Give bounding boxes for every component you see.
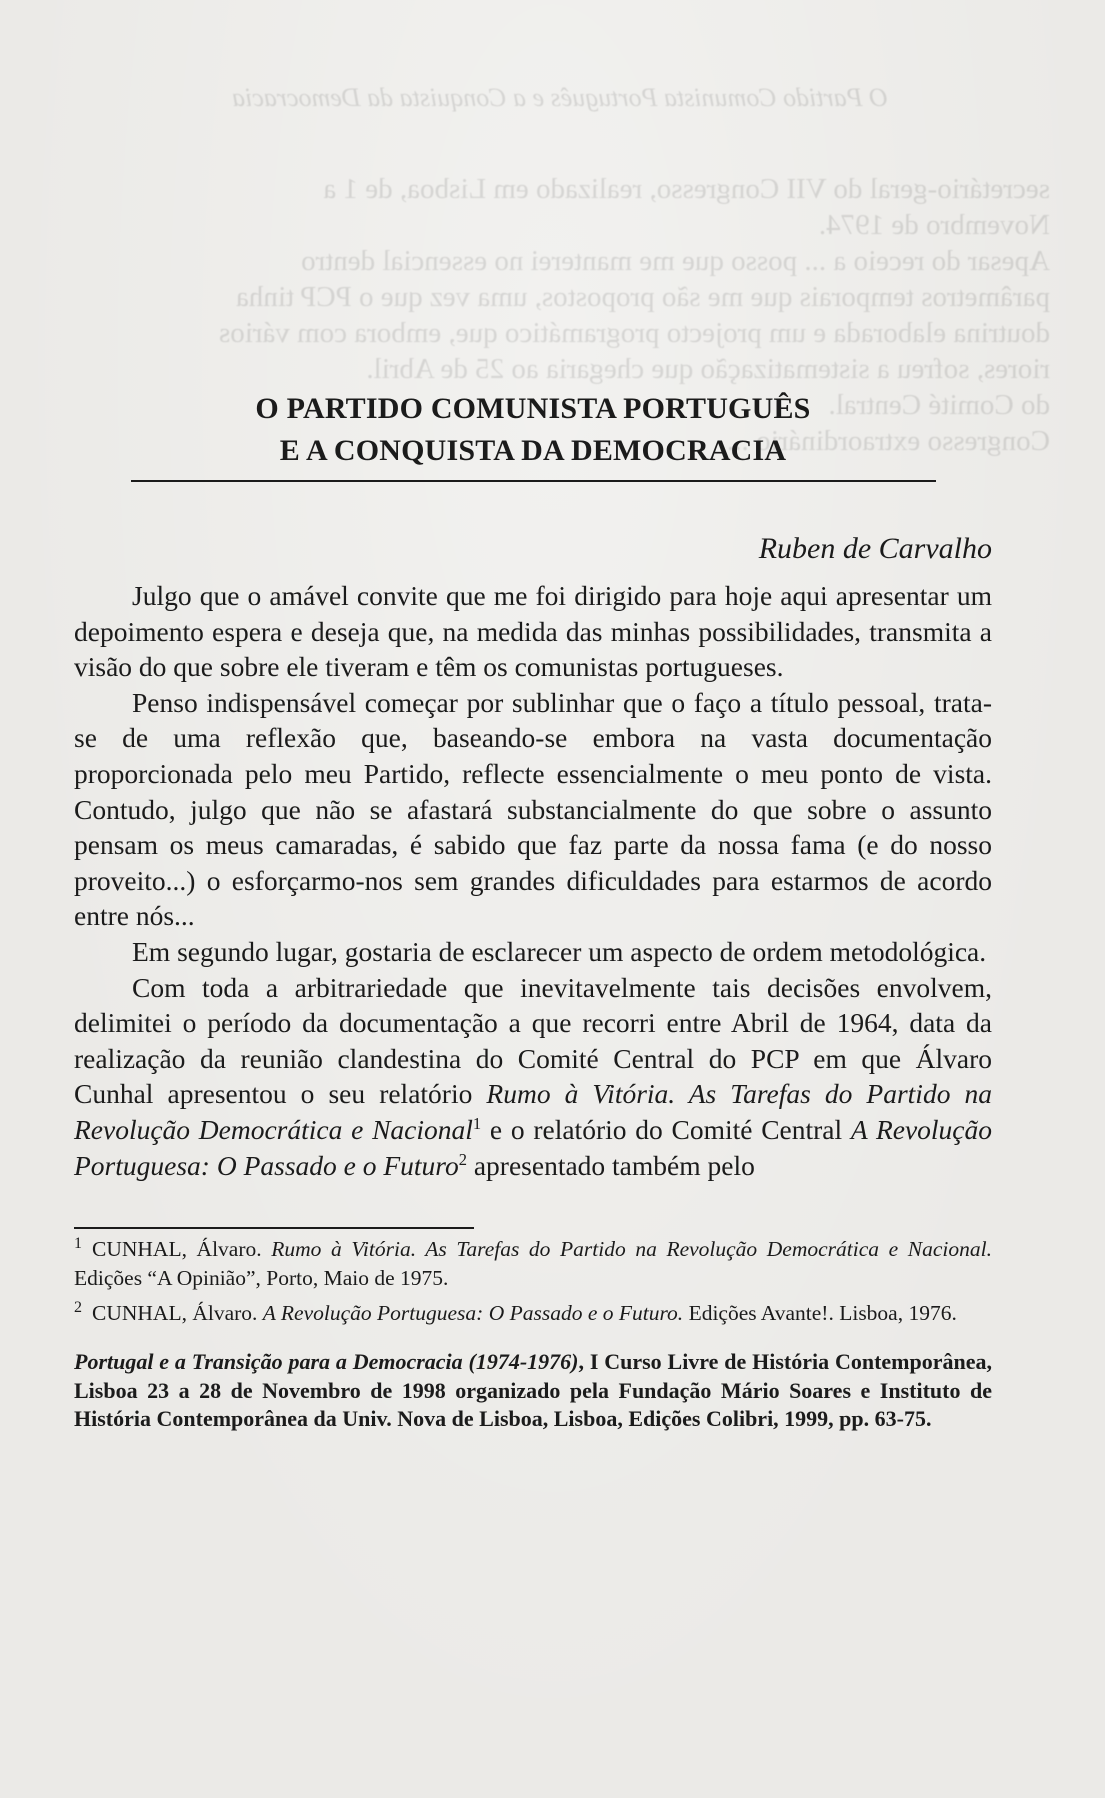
- paragraph: Julgo que o amável convite que me foi dirigido para hoje aqui apresentar um depoimento espera e deseja que, na medida das minhas possibilidades, transmita a visão do que sobre ele tiveram e têm os comunistas portugueses.: [74, 580, 992, 683]
- article-title: [74, 388, 992, 482]
- source-citation: [74, 1348, 992, 1434]
- paragraph-text: Com toda a arbitrariedade que inevitavelmente tais decisões envolvem, delimitei o período da documentação a que recorri entre Abril de 1964, data da realização da reunião clandestina do Comité Central do PCP em que Álvaro Cunhal apresentou o seu relatório: [74, 971, 992, 1110]
- bleed-through-header: O Partido Comunista Português e a Conquista da Democracia: [232, 83, 888, 112]
- title-line-2: E A CONQUISTA DA DEMOCRACIA: [279, 434, 787, 467]
- bleed-through-line: secretário-geral do VII Congresso, realizado em Lisboa, de 1 a: [323, 173, 1050, 205]
- footnotes: [74, 1235, 992, 1328]
- footnote-separator: [74, 1227, 474, 1229]
- footnote-ref-2: 2: [458, 1149, 467, 1169]
- author-name: Ruben de Carvalho: [758, 532, 992, 565]
- bleed-through-line: doutrina elaborada e um projecto programático que, embora com vários: [218, 317, 1050, 349]
- bleed-through-line: riores, sofreu a sistematização que chegaria ao 25 de Abril.: [366, 353, 1050, 385]
- citation-details: , I Curso Livre de História Contemporânea, Lisboa 23 a 28 de Novembro de 1998 organizado pela Fundação Mário Soares e Instituto de História Contemporânea da Univ. Nova de Lisboa, Lisboa, Edições Colibri, 1999, pp. 63-75.: [74, 1349, 992, 1432]
- bleed-through-line: Novembro de 1974.: [818, 209, 1050, 241]
- footnote-number: 2: [74, 1298, 82, 1316]
- footnote-title: A Revolução Portuguesa: O Passado e o Futuro.: [262, 1301, 684, 1326]
- title-underline: [131, 480, 936, 482]
- title-line-1: O PARTIDO COMUNISTA PORTUGUÊS: [255, 392, 811, 425]
- paragraph: Penso indispensável começar por sublinhar que o faço a título pessoal, trata-se de uma reflexão que, baseando-se embora na vasta documentação proporcionada pelo meu Partido, reflecte essencialmente o meu ponto de vista. Contudo, julgo que não se afastará substancialmente do que sobre o assunto pensam os meus camaradas, é sabido que faz parte da nossa fama (e do nosso proveito...) o esforçarmo-nos sem grandes dificuldades para estarmos de acordo entre nós...: [74, 686, 992, 932]
- citation-title: Portugal e a Transição para a Democracia (1974-1976): [74, 1349, 579, 1375]
- bleed-through-line: parâmetros temporais que me são propostos, uma vez que o PCP tinha: [236, 281, 1050, 313]
- bleed-through-line: Apesar do receio a ... posso que me manterei no essencial dentro: [301, 245, 1050, 277]
- bleed-through-line: do Comité Central.: [828, 389, 1050, 421]
- paragraph: Em segundo lugar, gostaria de esclarecer um aspecto de ordem metodológica.: [132, 935, 987, 967]
- footnote-title: Rumo à Vitória. As Tarefas do Partido na Revolução Democrática e Nacional.: [271, 1237, 992, 1262]
- footnote-2: [74, 1299, 992, 1328]
- footnote-author: CUNHAL, Álvaro.: [92, 1301, 263, 1326]
- footnote-publisher: Edições Avante!. Lisboa, 1976.: [683, 1301, 957, 1326]
- article: [74, 388, 992, 1434]
- italic-title-revolucao-portuguesa: A Revolução Portuguesa: O Passado e o Futuro: [74, 1113, 993, 1181]
- footnote-ref-1: 1: [472, 1113, 482, 1133]
- bleed-through-line: Congresso extraordinário ...: [727, 425, 1050, 457]
- paragraph-text: e o relatório do Comité Central: [481, 1113, 851, 1145]
- paragraph: [74, 970, 992, 1184]
- article-body: [74, 578, 992, 1183]
- footnote-publisher: Edições “A Opinião”, Porto, Maio de 1975.: [74, 1266, 449, 1291]
- footnote-number: 1: [74, 1234, 82, 1252]
- italic-title-rumo-a-vitoria: Rumo à Vitória. As Tarefas do Partido na Revolução Democrática e Nacional: [74, 1078, 992, 1145]
- footnote-author: CUNHAL, Álvaro.: [92, 1237, 272, 1262]
- paragraph-text: apresentado também pelo: [466, 1149, 755, 1181]
- footnote-1: [74, 1235, 992, 1293]
